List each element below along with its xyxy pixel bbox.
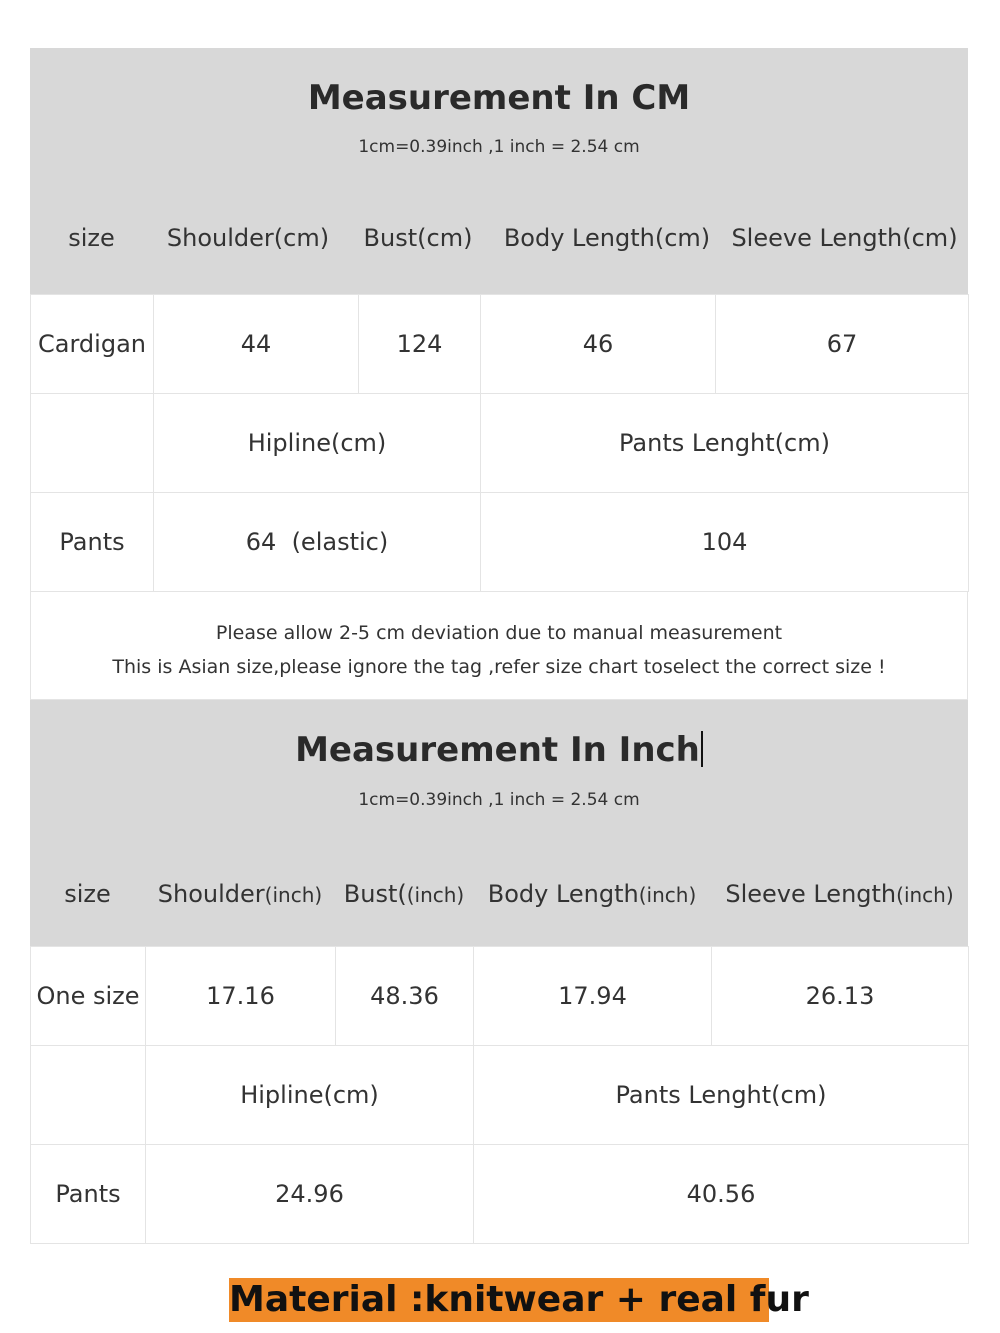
pants-header-length: Pants Lenght(cm) — [474, 1046, 969, 1145]
col-header-sleeve-length — [711, 880, 968, 908]
cell-body-length: 17.94 — [474, 947, 712, 1046]
table-row — [31, 1145, 969, 1244]
cell-hipline: 64 (elastic) — [154, 493, 481, 592]
col-header-size — [30, 880, 145, 908]
cm-column-headers — [30, 224, 968, 252]
col-header-size: size — [68, 224, 115, 252]
col-header-bust — [335, 880, 473, 908]
row-label-cardigan: Cardigan — [31, 295, 154, 394]
col-header-size-label: size — [64, 880, 111, 908]
cell-bust: 124 — [359, 295, 481, 394]
col-header-shoulder: Shoulder(cm) — [166, 224, 330, 252]
row-label-pants: Pants — [31, 1145, 146, 1244]
empty-cell — [31, 394, 154, 493]
cell-body-length: 46 — [481, 295, 716, 394]
note-line-2: This is Asian size,please ignore the tag ,refer size chart toselect the correct size ! — [112, 656, 886, 678]
cell-sleeve-length: 67 — [716, 295, 969, 394]
table-row — [31, 295, 969, 394]
col-header-shoulder — [145, 880, 335, 908]
table-row — [31, 1046, 969, 1145]
cm-title: Measurement In CM — [307, 78, 691, 118]
measurement-note — [30, 592, 968, 700]
col-header-shoulder-label: Shoulder — [157, 880, 265, 908]
cm-conversion-note: 1cm=0.39inch ,1 inch = 2.54 cm — [358, 137, 640, 157]
inch-table — [30, 946, 969, 1244]
col-header-sleeve-length-label: Sleeve Length — [725, 880, 897, 908]
row-label-pants: Pants — [31, 493, 154, 592]
table-row — [31, 394, 969, 493]
col-header-sleeve-length: Sleeve Length(cm) — [731, 224, 958, 252]
inch-header — [30, 700, 968, 946]
cell-shoulder: 44 — [154, 295, 359, 394]
text-cursor — [701, 731, 703, 767]
inch-conversion-note: 1cm=0.39inch ,1 inch = 2.54 cm — [358, 790, 640, 810]
col-header-body-length — [473, 880, 711, 908]
cell-sleeve-length: 26.13 — [712, 947, 969, 1046]
col-header-sleeve-length-unit: (inch) — [896, 883, 954, 907]
pants-header-hipline: Hipline(cm) — [154, 394, 481, 493]
pants-header-hipline: Hipline(cm) — [146, 1046, 474, 1145]
cell-hipline: 24.96 — [146, 1145, 474, 1244]
table-row — [31, 947, 969, 1046]
inch-column-headers — [30, 880, 968, 908]
col-header-body-length-unit: (inch) — [638, 883, 697, 907]
table-row — [31, 493, 969, 592]
cell-pants-length: 104 — [481, 493, 969, 592]
cm-header — [30, 48, 968, 294]
col-header-bust-label: Bust( — [343, 880, 407, 908]
col-header-bust: Bust(cm) — [363, 224, 473, 252]
empty-cell — [31, 1046, 146, 1145]
col-header-shoulder-unit: (inch) — [264, 883, 323, 907]
inch-title — [30, 730, 968, 770]
col-header-body-length: Body Length(cm) — [503, 224, 711, 252]
note-line-1: Please allow 2-5 cm deviation due to manual measurement — [215, 622, 783, 644]
col-header-body-length-label: Body Length — [487, 880, 639, 908]
cell-bust: 48.36 — [336, 947, 474, 1046]
col-header-bust-unit: (inch) — [406, 883, 465, 907]
material-banner: Material :knitwear + real fur — [229, 1279, 809, 1320]
cell-shoulder: 17.16 — [146, 947, 336, 1046]
row-label-one-size: One size — [31, 947, 146, 1046]
pants-header-length: Pants Lenght(cm) — [481, 394, 969, 493]
inch-title-text: Measurement In Inch — [295, 730, 700, 770]
cm-table — [30, 294, 969, 592]
size-chart — [30, 48, 968, 1244]
cell-pants-length: 40.56 — [474, 1145, 969, 1244]
